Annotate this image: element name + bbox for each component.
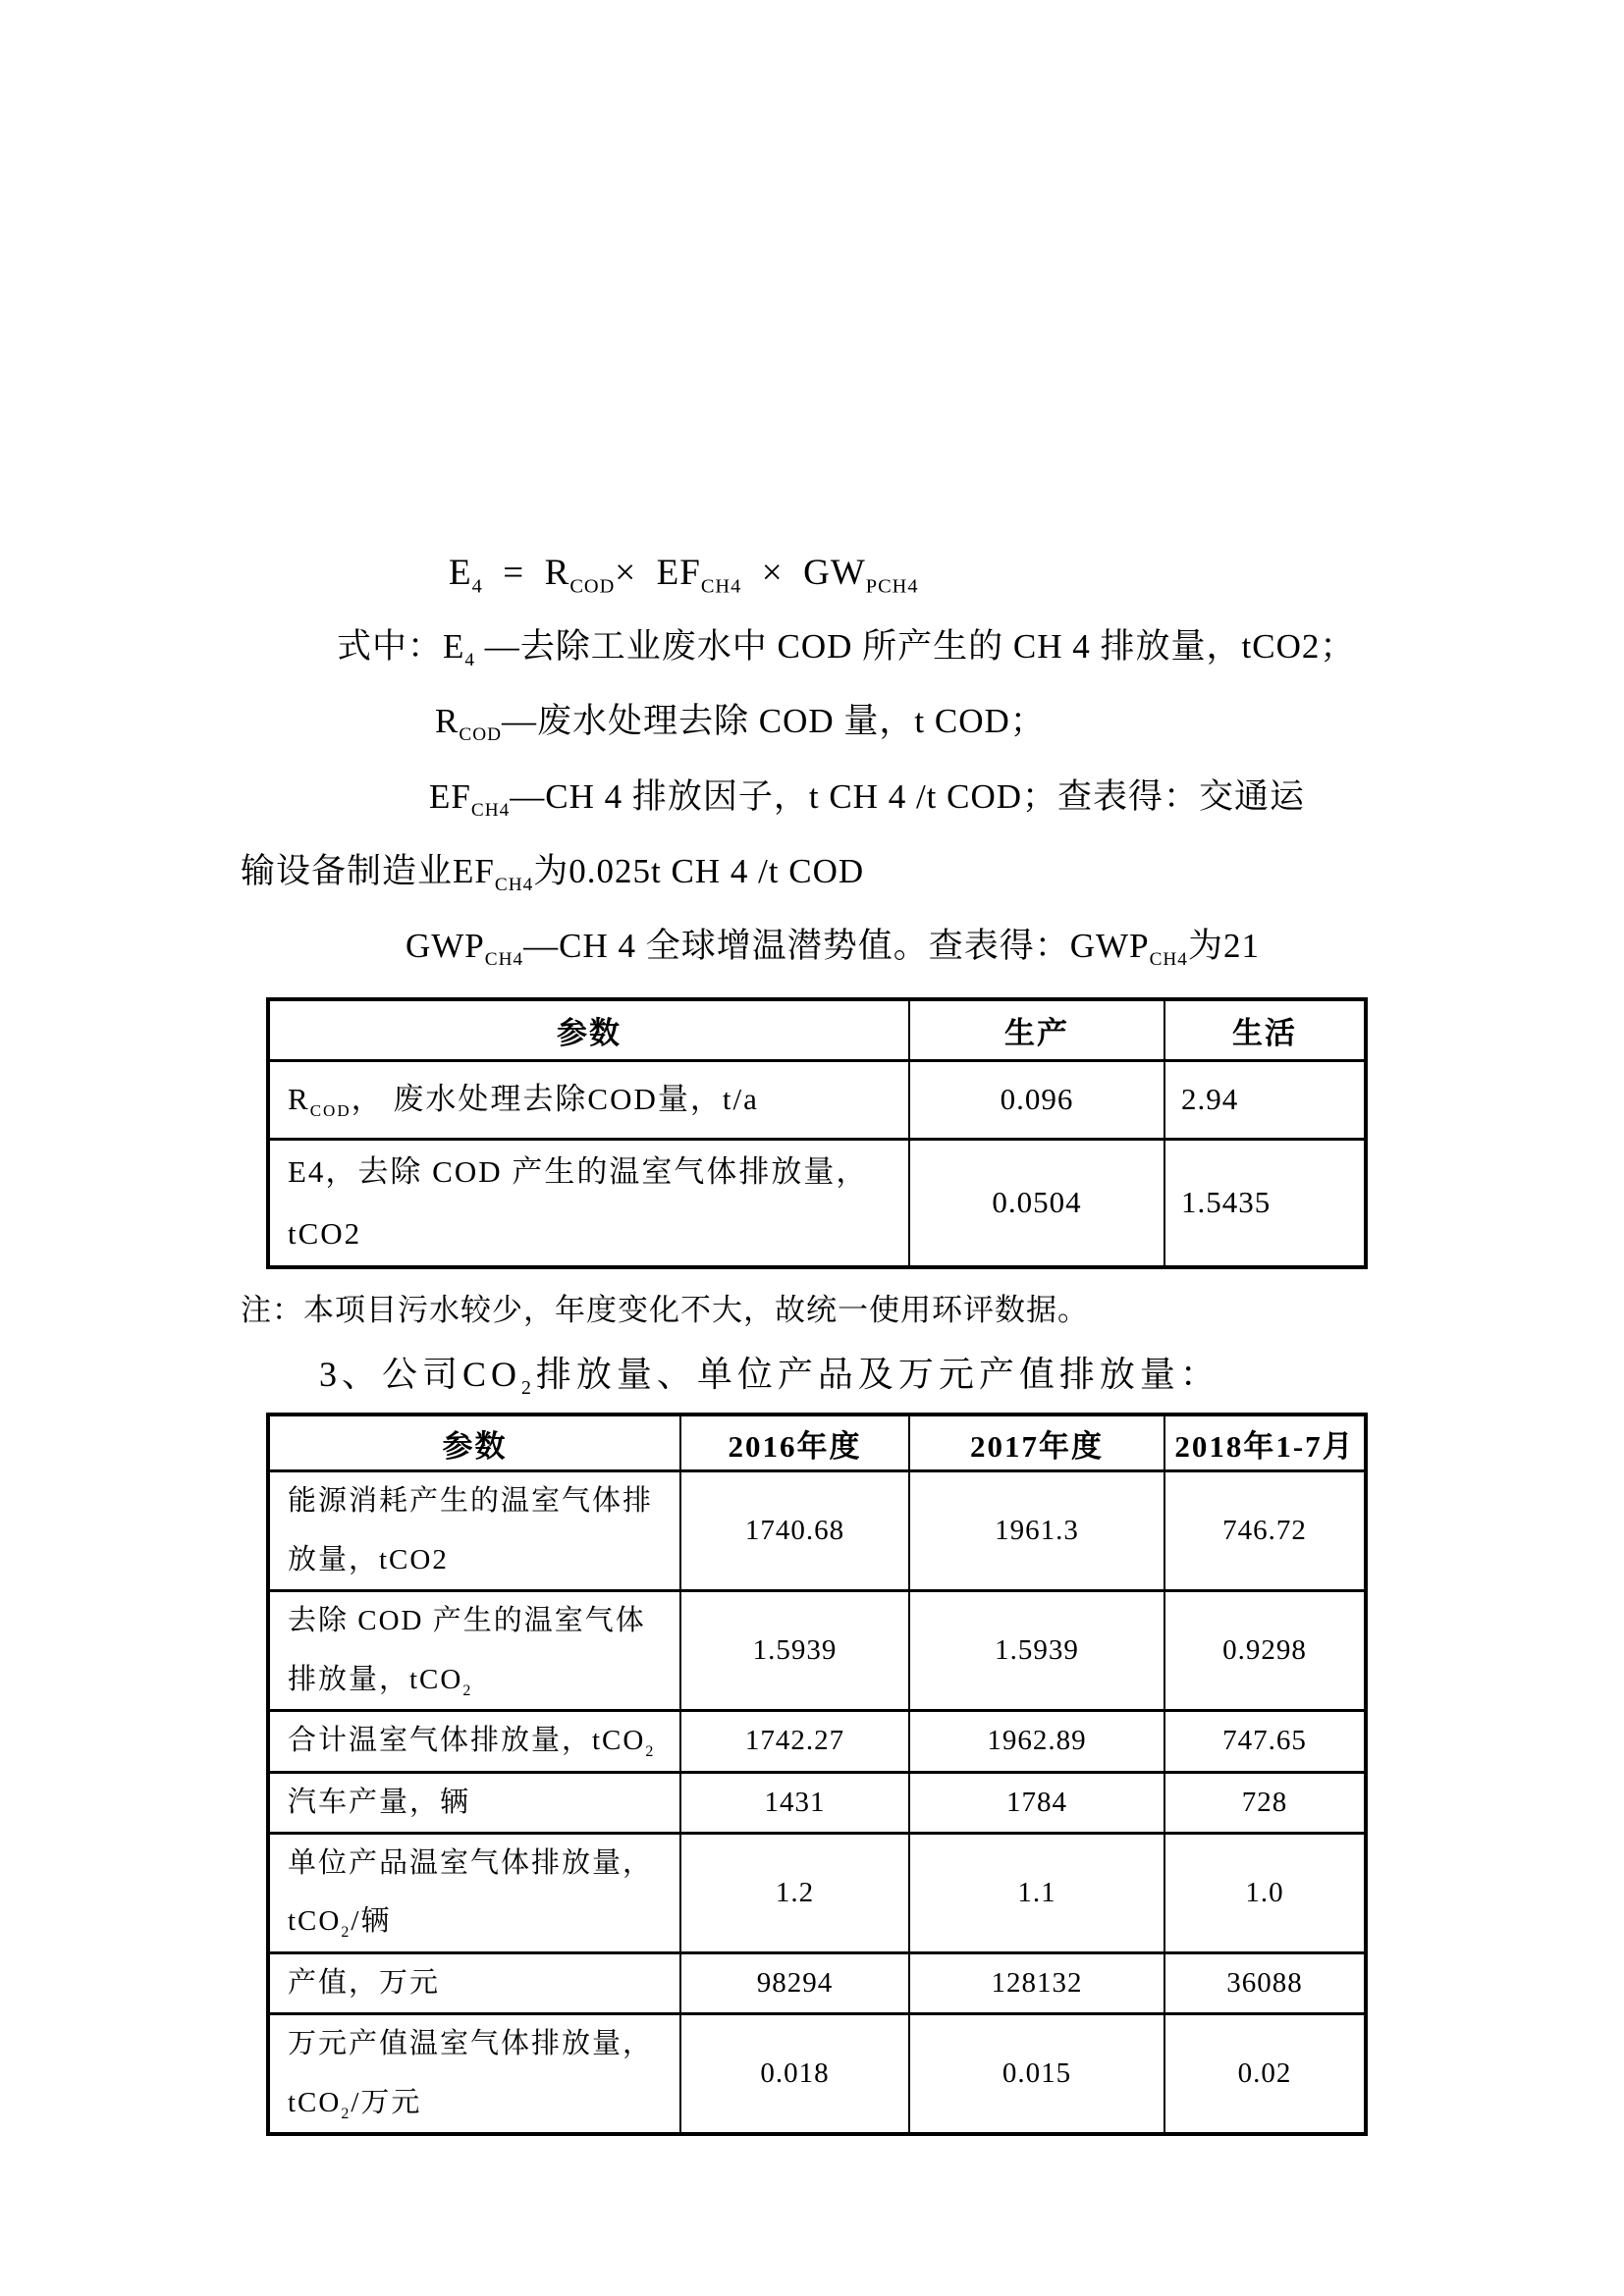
cell-value: 1962.89 — [909, 1711, 1164, 1772]
column-header: 参数 — [268, 1415, 680, 1471]
table-row — [268, 1952, 1366, 2013]
formula-e4: $E_4 = R_{COD}\times EF_{CH4} \times GW_{PCH4}$ — [449, 553, 919, 598]
column-header: 参数 — [268, 999, 909, 1060]
cell-value: 98294 — [680, 1952, 909, 2013]
cell-value: 1742.27 — [680, 1711, 909, 1772]
column-header: 2017年度 — [909, 1415, 1164, 1471]
cell-value: 36088 — [1164, 1952, 1366, 2013]
emission-table-header — [268, 1415, 1366, 1471]
table-note: 注：本项目污水较少，年度变化不大，故统一使用环评数据。 — [241, 1292, 1089, 1327]
column-header: 生活 — [1164, 999, 1366, 1060]
cell-value: 746.72 — [1164, 1471, 1366, 1591]
cod-removal-table — [266, 997, 1368, 1269]
table-header-row — [268, 1415, 1366, 1471]
table-row — [268, 1139, 1366, 1267]
cell-value: 1.5435 — [1164, 1139, 1366, 1267]
cell-value: 2.94 — [1164, 1060, 1366, 1139]
section-heading: 3、公司$CO_2$排放量、单位产品及万元产值排放量： — [319, 1354, 1220, 1400]
cod-table-header — [268, 999, 1366, 1060]
cell-value: 1.5939 — [909, 1591, 1164, 1711]
column-header: 2018年1-7月 — [1164, 1415, 1366, 1471]
cell-value: 128132 — [909, 1952, 1164, 2013]
cod-table-body — [268, 1060, 1366, 1267]
table-row — [268, 1591, 1366, 1711]
cell-value: 1961.3 — [909, 1471, 1164, 1591]
definition-line-gwp: $GWP_{CH4}—CH$ 4 全球增温潜势值。查表得：$GWP_{CH4}$为21 — [406, 927, 1260, 970]
row-label: E4，去除 COD 产生的温室气体排放量，tCO2 — [268, 1139, 909, 1267]
cell-value: 728 — [1164, 1772, 1366, 1833]
definition-line-rcod: $R_{COD}—$废水处理去除 COD 量，t COD； — [435, 702, 1046, 746]
cell-value: 0.0504 — [909, 1139, 1164, 1267]
cell-value: 1740.68 — [680, 1471, 909, 1591]
row-label: 万元产值温室气体排放量，tCO$_2$/万元 — [268, 2014, 680, 2134]
cell-value: 0.9298 — [1164, 1591, 1366, 1711]
cell-value: 1.5939 — [680, 1591, 909, 1711]
table-row — [268, 1772, 1366, 1833]
emission-table-body — [268, 1471, 1366, 2134]
row-label: $R_{COD}$， 废水处理去除COD量，t/a — [268, 1060, 909, 1139]
cell-value: 1.1 — [909, 1833, 1164, 1952]
table-header-row — [268, 999, 1366, 1060]
column-header: 生产 — [909, 999, 1164, 1060]
row-label: 合计温室气体排放量，tCO$_2$ — [268, 1711, 680, 1772]
page-content — [241, 552, 1387, 2136]
definition-line-e4: 式中：$E_4$ —去除工业废水中 COD 所产生的 CH 4 排放量，tCO2； — [337, 627, 1356, 670]
row-label: 去除 COD 产生的温室气体排放量，tCO$_2$ — [268, 1591, 680, 1711]
column-header: 2016年度 — [680, 1415, 909, 1471]
table-row — [268, 2014, 1366, 2134]
cell-value: 0.018 — [680, 2014, 909, 2134]
cell-value: 1431 — [680, 1772, 909, 1833]
row-label: 汽车产量，辆 — [268, 1772, 680, 1833]
table-row — [268, 1471, 1366, 1591]
table-row — [268, 1060, 1366, 1139]
row-label: 单位产品温室气体排放量，tCO$_2$/辆 — [268, 1833, 680, 1952]
table-row — [268, 1711, 1366, 1772]
cell-value: 0.015 — [909, 2014, 1164, 2134]
definition-line-efch4-continued: 输设备制造业$EF_{CH4}$为0.025t CH 4 /t COD — [241, 851, 865, 895]
co2-emission-table — [266, 1413, 1368, 2136]
cell-value: 1784 — [909, 1772, 1164, 1833]
cell-value: 0.096 — [909, 1060, 1164, 1139]
definition-line-efch4: $EF_{CH4}—CH$ 4 排放因子，t CH 4 /t COD；查表得：交通运 — [429, 776, 1306, 821]
row-label: 能源消耗产生的温室气体排放量，tCO2 — [268, 1471, 680, 1591]
cell-value: 0.02 — [1164, 2014, 1366, 2134]
row-label: 产值，万元 — [268, 1952, 680, 2013]
cell-value: 1.2 — [680, 1833, 909, 1952]
cell-value: 1.0 — [1164, 1833, 1366, 1952]
cell-value: 747.65 — [1164, 1711, 1366, 1772]
table-row — [268, 1833, 1366, 1952]
